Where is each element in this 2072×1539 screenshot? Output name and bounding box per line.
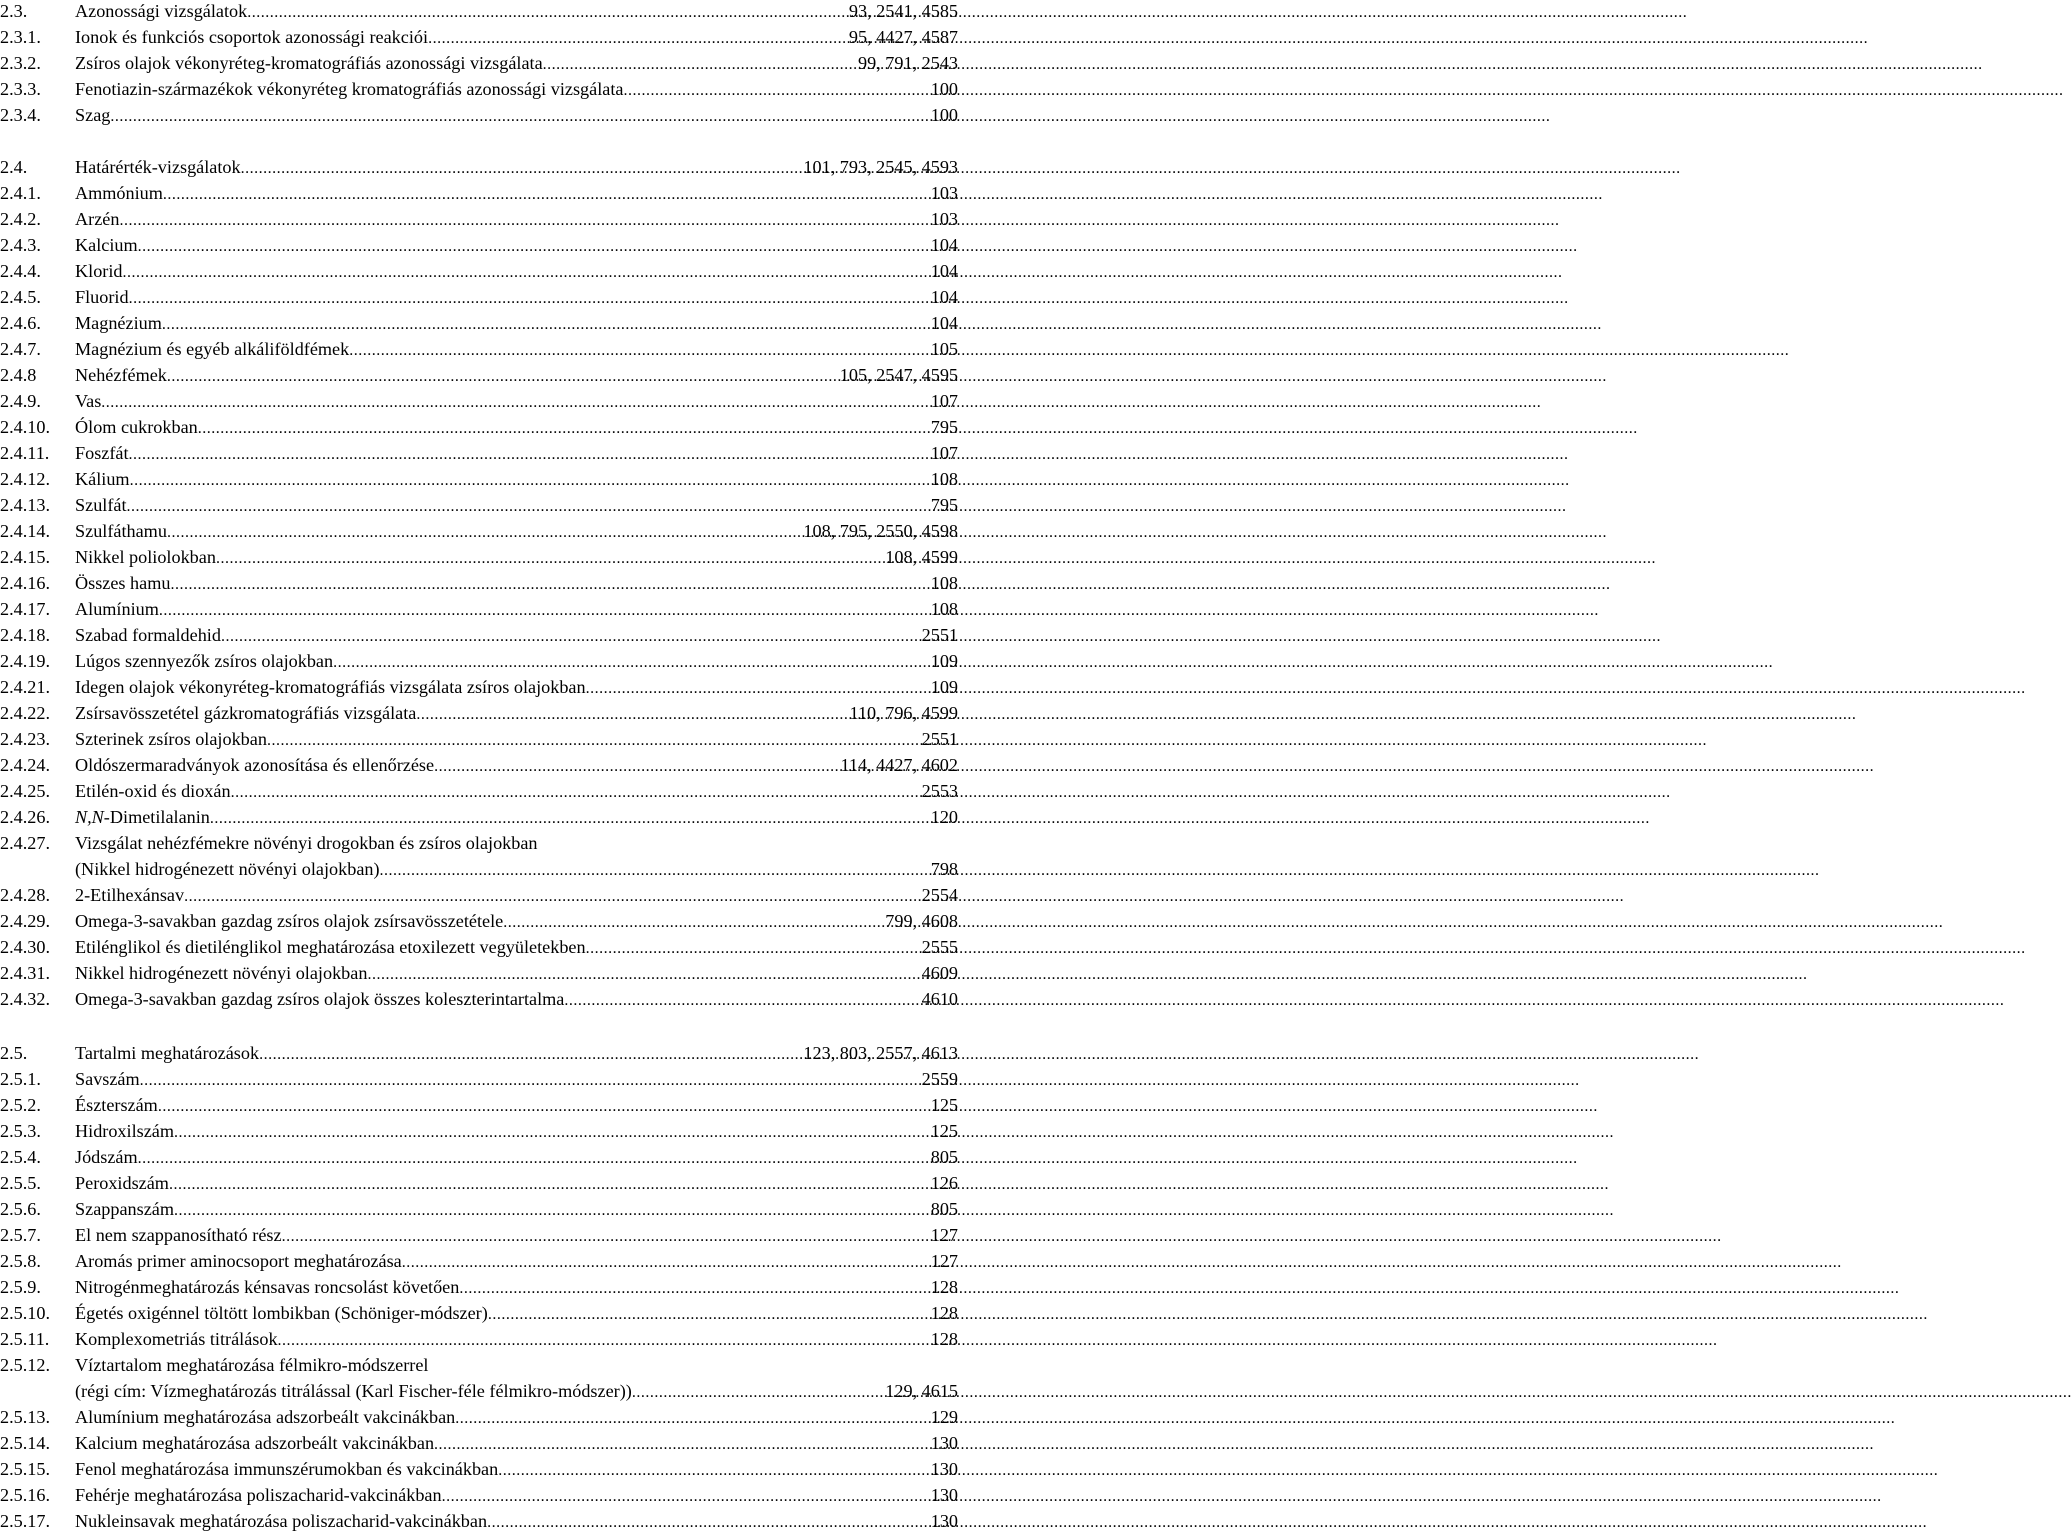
toc-entry — [0, 102, 960, 128]
toc-entry — [0, 700, 960, 726]
leader-dots — [459, 1276, 930, 1302]
entry-number: 2.4.9. — [0, 391, 41, 411]
toc-entry — [0, 622, 960, 648]
toc-entry — [0, 778, 960, 804]
entry-title — [75, 804, 210, 830]
leader-dots — [129, 286, 931, 312]
leader-dots — [210, 806, 931, 832]
entry-number: 2.5.11. — [0, 1329, 50, 1349]
entry-number: 2.5.1. — [0, 1069, 41, 1089]
entry-title: Fehérje meghatározása poliszacharid-vakcinákban — [75, 1485, 442, 1505]
entry-pages: 129 — [930, 1407, 958, 1427]
entry-title: Ionok és funkciós csoportok azonossági reakciói — [75, 27, 429, 47]
entry-title: Fenotiazin-származékok vékonyréteg kromatográfiás azonossági vizsgálata — [75, 79, 624, 99]
entry-pages: 107 — [930, 443, 958, 463]
toc-entry — [0, 388, 960, 414]
leader-dots — [498, 1458, 930, 1484]
entry-pages: 104 — [930, 287, 958, 307]
entry-number: 2.5.5. — [0, 1173, 41, 1193]
entry-pages: 130 — [930, 1485, 958, 1505]
leader-dots — [138, 234, 931, 260]
leader-dots — [278, 1328, 931, 1354]
entry-number: 2.4.13. — [0, 495, 51, 515]
entry-pages: 128 — [930, 1303, 958, 1323]
toc-entry — [0, 440, 960, 466]
entry-pages: 127 — [930, 1251, 958, 1271]
leader-dots — [380, 858, 931, 884]
toc-entry — [0, 1482, 960, 1508]
toc-entry — [0, 596, 960, 622]
toc-entry-continuation — [0, 1378, 960, 1404]
toc-entry — [0, 1404, 960, 1430]
leader-dots — [402, 1250, 931, 1276]
leader-dots — [428, 26, 849, 52]
leader-dots — [159, 598, 931, 624]
toc-entry — [0, 1508, 960, 1534]
entry-title: Etilénglikol és dietilénglikol meghatározása etoxilezett vegyületekben — [75, 937, 586, 957]
entry-title: Azonossági vizsgálatok — [75, 1, 248, 21]
entry-title: Nukleinsavak meghatározása poliszacharid-vakcinákban — [75, 1511, 488, 1531]
leader-dots — [503, 910, 885, 936]
leader-dots — [434, 1432, 931, 1458]
entry-pages: 805 — [930, 1199, 958, 1219]
entry-number: 2.5.14. — [0, 1433, 51, 1453]
leader-dots — [442, 1484, 931, 1510]
toc-entry — [0, 466, 960, 492]
entry-title-rest: Dimetilalanin — [109, 807, 210, 827]
entry-number: 2.5.9. — [0, 1277, 41, 1297]
leader-dots — [158, 1094, 931, 1120]
entry-pages: 123, 803, 2557, 4613 — [803, 1043, 958, 1063]
entry-title: Savszám — [75, 1069, 140, 1089]
entry-pages: 795 — [930, 495, 958, 515]
entry-pages: 130 — [930, 1511, 958, 1531]
entry-title: Égetés oxigénnel töltött lombikban (Schöniger-módszer) — [75, 1303, 488, 1323]
entry-title: Alumínium meghatározása adszorbeált vakcinákban — [75, 1407, 456, 1427]
entry-pages: 108 — [930, 573, 958, 593]
entry-pages: 4609 — [921, 963, 958, 983]
toc-entry — [0, 804, 960, 830]
toc-entry — [0, 258, 960, 284]
toc-entry — [0, 76, 960, 102]
entry-number: 2.4.15. — [0, 547, 51, 567]
leader-dots — [169, 1172, 931, 1198]
toc-entry — [0, 1118, 960, 1144]
entry-title: Foszfát — [75, 443, 129, 463]
entry-title: Szappanszám — [75, 1199, 174, 1219]
entry-number: 2.4.12. — [0, 469, 51, 489]
toc-entry — [0, 0, 960, 24]
toc-entry — [0, 960, 960, 986]
entry-number: 2.4.32. — [0, 989, 51, 1009]
leader-dots — [586, 676, 931, 702]
entry-number: 2.5.13. — [0, 1407, 51, 1427]
entry-number: 2.5.2. — [0, 1095, 41, 1115]
toc-entry — [0, 882, 960, 908]
entry-title: Összes hamu — [75, 573, 171, 593]
entry-number: 2.4.4. — [0, 261, 41, 281]
entry-pages: 129, 4615 — [885, 1381, 958, 1401]
entry-number: 2.3.1. — [0, 27, 41, 47]
entry-number: 2.4.31. — [0, 963, 51, 983]
toc-entry — [0, 752, 960, 778]
entry-pages: 104 — [930, 313, 958, 333]
entry-title: Magnézium — [75, 313, 162, 333]
toc-entry — [0, 1040, 960, 1066]
entry-title: Komplexometriás titrálások — [75, 1329, 278, 1349]
entry-title: Kalcium meghatározása adszorbeált vakcinákban — [75, 1433, 435, 1453]
toc-entry — [0, 1430, 960, 1456]
entry-pages: 125 — [930, 1121, 958, 1141]
entry-number: 2.4.5. — [0, 287, 41, 307]
entry-number: 2.4.25. — [0, 781, 51, 801]
toc-entry — [0, 1170, 960, 1196]
entry-number: 2.4.6. — [0, 313, 41, 333]
entry-number: 2.4.2. — [0, 209, 41, 229]
entry-number: 2.4.29. — [0, 911, 51, 931]
entry-pages: 103 — [930, 209, 958, 229]
entry-number: 2.5.10. — [0, 1303, 51, 1323]
entry-number: 2.4.24. — [0, 755, 51, 775]
entry-pages: 4610 — [921, 989, 958, 1009]
toc-entry — [0, 50, 960, 76]
entry-pages: 2559 — [921, 1069, 958, 1089]
entry-pages: 93, 2541, 4585 — [848, 1, 958, 21]
entry-title: Ólom cukrokban — [75, 417, 198, 437]
leader-dots — [564, 988, 921, 1014]
toc-entry — [0, 1248, 960, 1274]
entry-pages: 108, 4599 — [885, 547, 958, 567]
leader-dots — [162, 312, 931, 338]
entry-title: (Nikkel hidrogénezett növényi olajokban) — [75, 859, 380, 879]
leader-dots — [241, 156, 804, 182]
entry-title: Szulfáthamu — [75, 521, 167, 541]
entry-pages: 120 — [930, 807, 958, 827]
entry-number: 2.4.17. — [0, 599, 51, 619]
entry-number: 2.4.19. — [0, 651, 51, 671]
leader-dots — [174, 1198, 931, 1224]
entry-title: Kálium — [75, 469, 130, 489]
leader-dots — [349, 338, 930, 364]
entry-title: El nem szappanosítható rész — [75, 1225, 282, 1245]
entry-number: 2.5.15. — [0, 1459, 51, 1479]
toc-entry — [0, 1144, 960, 1170]
leader-dots — [623, 78, 930, 104]
leader-dots — [247, 0, 849, 26]
toc-entry — [0, 180, 960, 206]
toc-entry — [0, 154, 960, 180]
entry-pages: 799, 4608 — [885, 911, 958, 931]
entry-number: 2.4.18. — [0, 625, 51, 645]
leader-dots — [632, 1380, 885, 1406]
entry-title: Omega-3-savakban gazdag zsíros olajok összes koleszterintartalma — [75, 989, 565, 1009]
leader-dots — [259, 1042, 803, 1068]
entry-title: Szabad formaldehid — [75, 625, 221, 645]
entry-pages: 101, 793, 2545, 4593 — [803, 157, 958, 177]
toc-entry — [0, 284, 960, 310]
entry-title: Nehézfémek — [75, 365, 167, 385]
entry-title: Arzén — [75, 209, 120, 229]
entry-title: Vizsgálat nehézfémekre növényi drogokban és zsíros olajokban — [75, 833, 538, 853]
entry-number: 2.4.11. — [0, 443, 50, 463]
entry-number: 2.4.28. — [0, 885, 51, 905]
toc-entry — [0, 1222, 960, 1248]
entry-title: 2-Etilhexánsav — [75, 885, 185, 905]
entry-number: 2.5.7. — [0, 1225, 41, 1245]
toc-entry — [0, 1274, 960, 1300]
toc-entry — [0, 648, 960, 674]
entry-pages: 126 — [930, 1173, 958, 1193]
toc-entry — [0, 674, 960, 700]
toc-entry — [0, 726, 960, 752]
toc-entry — [0, 1300, 960, 1326]
leader-dots — [140, 1068, 922, 1094]
leader-dots — [282, 1224, 931, 1250]
toc-entry — [0, 934, 960, 960]
entry-title: Etilén-oxid és dioxán — [75, 781, 231, 801]
toc-entry — [0, 1196, 960, 1222]
entry-number: 2.3.2. — [0, 53, 41, 73]
toc-entry — [0, 310, 960, 336]
entry-pages: 114, 4427, 4602 — [840, 755, 958, 775]
entry-pages: 2554 — [921, 885, 958, 905]
toc-entry — [0, 1066, 960, 1092]
leader-dots — [167, 364, 840, 390]
entry-pages: 108 — [930, 599, 958, 619]
toc-entry — [0, 986, 960, 1012]
leader-dots — [586, 936, 922, 962]
entry-title: Kalcium — [75, 235, 138, 255]
entry-title: Peroxidszám — [75, 1173, 169, 1193]
entry-pages: 95, 4427, 4587 — [848, 27, 958, 47]
leader-dots — [138, 1146, 931, 1172]
entry-title: Tartalmi meghatározások — [75, 1043, 260, 1063]
entry-pages: 110, 796, 4599 — [849, 703, 958, 723]
entry-pages: 109 — [930, 677, 958, 697]
entry-title: Jódszám — [75, 1147, 138, 1167]
leader-dots — [127, 494, 931, 520]
entry-number: 2.3. — [0, 1, 28, 21]
entry-pages: 127 — [930, 1225, 958, 1245]
entry-pages: 107 — [930, 391, 958, 411]
entry-title: Lúgos szennyezők zsíros olajokban — [75, 651, 334, 671]
entry-number: 2.4.27. — [0, 833, 51, 853]
leader-dots — [221, 624, 922, 650]
leader-dots — [110, 104, 930, 130]
leader-dots — [123, 260, 931, 286]
entry-number: 2.4. — [0, 157, 28, 177]
leader-dots — [416, 702, 849, 728]
leader-dots — [455, 1406, 930, 1432]
entry-number: 2.4.7. — [0, 339, 41, 359]
entry-title: Zsíros olajok vékonyréteg-kromatográfiás azonossági vizsgálata — [75, 53, 543, 73]
entry-number: 2.5.4. — [0, 1147, 41, 1167]
leader-dots — [163, 182, 931, 208]
entry-pages: 100 — [930, 79, 958, 99]
entry-title: Idegen olajok vékonyréteg-kromatográfiás vizsgálata zsíros olajokban — [75, 677, 586, 697]
entry-title: Víztartalom meghatározása félmikro-módszerrel — [75, 1355, 429, 1375]
entry-number: 2.4.14. — [0, 521, 51, 541]
entry-title: Zsírsavösszetétel gázkromatográfiás vizsgálata — [75, 703, 417, 723]
leader-dots — [167, 520, 803, 546]
toc-entry — [0, 1352, 960, 1378]
entry-title: Szterinek zsíros olajokban — [75, 729, 267, 749]
toc-entry — [0, 24, 960, 50]
entry-number: 2.4.10. — [0, 417, 51, 437]
entry-number: 2.5.6. — [0, 1199, 41, 1219]
leader-dots — [216, 546, 885, 572]
toc-entry — [0, 830, 960, 856]
leader-dots — [130, 468, 931, 494]
entry-title: Vas — [75, 391, 102, 411]
entry-pages: 108 — [930, 469, 958, 489]
leader-dots — [367, 962, 921, 988]
leader-dots — [129, 442, 931, 468]
entry-title: Omega-3-savakban gazdag zsíros olajok zsírsavösszetétele — [75, 911, 504, 931]
entry-pages: 795 — [930, 417, 958, 437]
leader-dots — [434, 754, 840, 780]
entry-number: 2.4.23. — [0, 729, 51, 749]
entry-pages: 2555 — [921, 937, 958, 957]
leader-dots — [174, 1120, 931, 1146]
entry-number: 2.5.3. — [0, 1121, 41, 1141]
toc-entry — [0, 1456, 960, 1482]
leader-dots — [101, 390, 930, 416]
leader-dots — [231, 780, 922, 806]
toc-entry — [0, 908, 960, 934]
entry-pages: 2551 — [921, 625, 958, 645]
entry-pages: 2551 — [921, 729, 958, 749]
entry-title: Alumínium — [75, 599, 159, 619]
leader-dots — [170, 572, 930, 598]
entry-number: 2.5.12. — [0, 1355, 51, 1375]
leader-dots — [267, 728, 922, 754]
entry-number: 2.5.8. — [0, 1251, 41, 1271]
entry-pages: 130 — [930, 1459, 958, 1479]
entry-pages: 125 — [930, 1095, 958, 1115]
table-of-contents — [0, 0, 960, 1539]
entry-title: Hidroxilszám — [75, 1121, 175, 1141]
toc-entry — [0, 570, 960, 596]
entry-pages: 103 — [930, 183, 958, 203]
entry-number: 2.5. — [0, 1043, 28, 1063]
toc-entry-continuation — [0, 856, 960, 882]
entry-number: 2.4.8 — [0, 365, 37, 385]
entry-pages: 109 — [930, 651, 958, 671]
leader-dots — [184, 884, 922, 910]
toc-entry — [0, 518, 960, 544]
leader-dots — [333, 650, 931, 676]
entry-title: Szag — [75, 105, 111, 125]
toc-entry — [0, 544, 960, 570]
toc-entry — [0, 206, 960, 232]
entry-number: 2.4.1. — [0, 183, 41, 203]
entry-pages: 100 — [930, 105, 958, 125]
toc-entry — [0, 1326, 960, 1352]
entry-pages: 108, 795, 2550, 4598 — [803, 521, 958, 541]
entry-title: Nikkel poliolokban — [75, 547, 216, 567]
leader-dots — [487, 1510, 931, 1536]
entry-number: 2.4.21. — [0, 677, 51, 697]
entry-pages: 128 — [930, 1277, 958, 1297]
entry-pages: 105 — [930, 339, 958, 359]
entry-number: 2.4.3. — [0, 235, 41, 255]
entry-number: 2.4.26. — [0, 807, 51, 827]
entry-number: 2.5.17. — [0, 1511, 51, 1531]
entry-pages: 105, 2547, 4595 — [839, 365, 958, 385]
entry-title: (régi cím: Vízmeghatározás titrálással (Karl Fischer-féle félmikro-módszer)) — [75, 1381, 632, 1401]
entry-title: Aromás primer aminocsoport meghatározása — [75, 1251, 402, 1271]
toc-entry — [0, 362, 960, 388]
toc-entry — [0, 1092, 960, 1118]
entry-number: 2.4.22. — [0, 703, 51, 723]
entry-number: 2.4.16. — [0, 573, 51, 593]
entry-pages: 128 — [930, 1329, 958, 1349]
entry-pages: 104 — [930, 261, 958, 281]
toc-entry — [0, 414, 960, 440]
entry-title: Ammónium — [75, 183, 163, 203]
entry-title: Klorid — [75, 261, 123, 281]
entry-title: Fenol meghatározása immunszérumokban és vakcinákban — [75, 1459, 499, 1479]
entry-title: Észterszám — [75, 1095, 158, 1115]
entry-number: 2.3.3. — [0, 79, 41, 99]
entry-title: Fluorid — [75, 287, 129, 307]
entry-title: Nikkel hidrogénezett növényi olajokban — [75, 963, 368, 983]
leader-dots — [198, 416, 931, 442]
toc-entry — [0, 492, 960, 518]
entry-title: Szulfát — [75, 495, 127, 515]
entry-pages: 130 — [930, 1433, 958, 1453]
entry-number: 2.4.30. — [0, 937, 51, 957]
entry-title: Oldószermaradványok azonosítása és ellenőrzése — [75, 755, 435, 775]
toc-entry — [0, 232, 960, 258]
entry-pages: 104 — [930, 235, 958, 255]
entry-title: Magnézium és egyéb alkáliföldfémek — [75, 339, 350, 359]
entry-title: Nitrogénmeghatározás kénsavas roncsolást követően — [75, 1277, 460, 1297]
entry-number: 2.3.4. — [0, 105, 41, 125]
toc-entry — [0, 336, 960, 362]
entry-pages: 798 — [930, 859, 958, 879]
entry-pages: 99, 791, 2543 — [857, 53, 958, 73]
entry-pages: 805 — [930, 1147, 958, 1167]
entry-title-italic-part: N,N- — [75, 807, 110, 827]
leader-dots — [488, 1302, 931, 1328]
leader-dots — [543, 52, 858, 78]
entry-number: 2.5.16. — [0, 1485, 51, 1505]
entry-pages: 2553 — [921, 781, 958, 801]
leader-dots — [119, 208, 930, 234]
entry-title: Határérték-vizsgálatok — [75, 157, 241, 177]
